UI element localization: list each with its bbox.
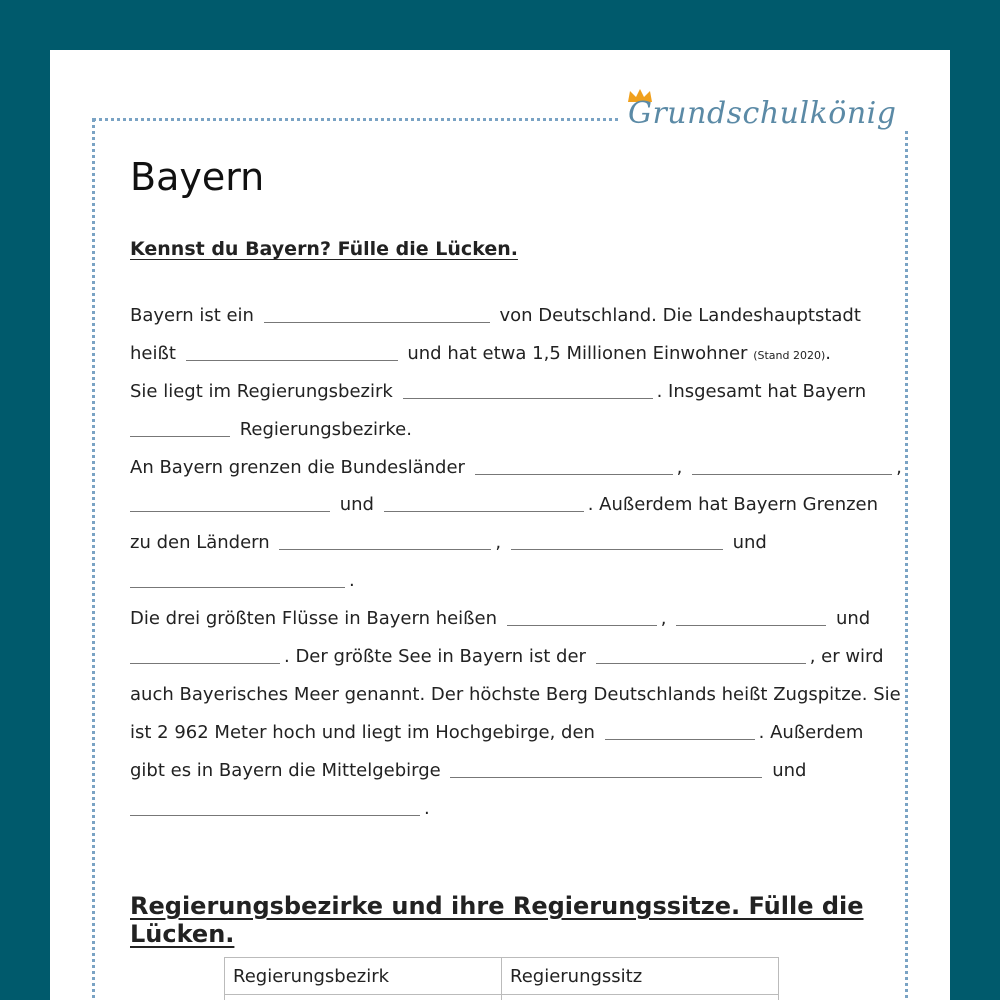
blank-field[interactable] [511,527,723,550]
text-line: Sie liegt im Regierungsbezirk . Insgesamt hat Bayern [130,373,890,411]
blank-field[interactable] [264,300,490,323]
text-line: . [130,790,890,828]
blank-field[interactable] [596,641,806,664]
table-row [225,995,779,1000]
blank-field[interactable] [186,338,398,361]
cloze-text [130,297,902,827]
blank-field[interactable] [130,414,230,437]
column-header-region: Regierungsbezirk [225,958,502,995]
text-line: Die drei größten Flüsse in Bayern heißen , und [130,600,890,638]
table-cell[interactable] [502,995,779,1000]
text-line: gibt es in Bayern die Mittelgebirge und [130,752,890,790]
blank-field[interactable] [130,641,280,664]
blank-field[interactable] [605,717,755,740]
blank-field[interactable] [279,527,491,550]
page-title: Bayern [130,155,265,199]
blank-field[interactable] [692,452,892,475]
text-line: ist 2 962 Meter hoch und liegt im Hochgebirge, den . Außerdem [130,714,890,752]
blank-field[interactable] [403,376,653,399]
blank-field[interactable] [384,489,584,512]
text-line: An Bayern grenzen die Bundesländer , , [130,449,890,487]
text-line: . [130,562,890,600]
task1-heading: Kennst du Bayern? Fülle die Lücken. [130,238,518,260]
worksheet-page [50,50,950,1000]
brand-logo: Grundschulkönig [628,96,897,131]
blank-field[interactable] [130,489,330,512]
blank-field[interactable] [676,603,826,626]
blank-field[interactable] [130,565,345,588]
column-header-seat: Regierungssitz [502,958,779,995]
text-line: auch Bayerisches Meer genannt. Der höchste Berg Deutschlands heißt Zugspitze. Sie [130,683,901,705]
task2-heading: Regierungsbezirke und ihre Regierungssitze. Fülle die Lücken. [130,892,864,948]
blank-field[interactable] [507,603,657,626]
text-line: zu den Ländern , und [130,524,890,562]
blank-field[interactable] [475,452,673,475]
blank-field[interactable] [130,793,420,816]
regions-table [224,957,779,1000]
table-header-row [225,958,779,995]
text-line: . Der größte See in Bayern ist der , er wird [130,638,890,676]
text-line: und . Außerdem hat Bayern Grenzen [130,486,890,524]
table-cell[interactable] [225,995,502,1000]
blank-field[interactable] [450,755,762,778]
text-line: Bayern ist ein von Deutschland. Die Landeshauptstadt [130,297,890,335]
text-line: heißt und hat etwa 1,5 Millionen Einwohner (Stand 2020). [130,335,890,373]
text-line: Regierungsbezirke. [130,411,890,449]
